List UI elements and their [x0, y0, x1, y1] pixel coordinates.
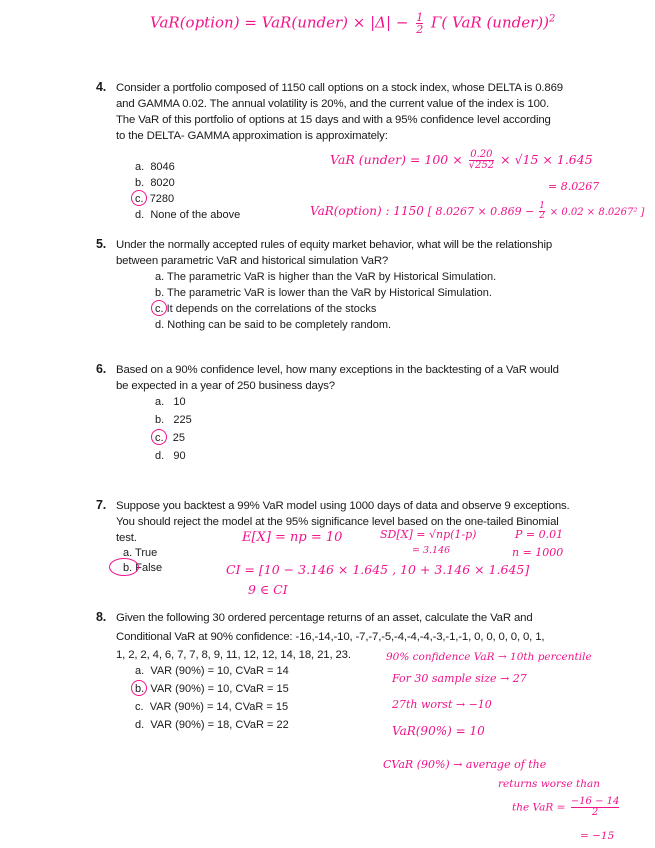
- question-text: Based on a 90% confidence level, how many exceptions in the backtesting of a VaR would: [116, 364, 559, 376]
- q8-note-line-8: = −15: [580, 830, 615, 842]
- answer-circle: [151, 429, 167, 445]
- option-b[interactable]: b. VAR (90%) = 10, CVaR = 15: [135, 683, 289, 695]
- formula-right: Γ( VaR (under)): [430, 13, 549, 32]
- q4-note-result: = 8.0267: [548, 180, 600, 193]
- answer-circle: [151, 300, 167, 316]
- question-text: 1, 2, 2, 4, 6, 7, 7, 8, 9, 11, 12, 12, 14, 18, 21, 23.: [116, 649, 351, 661]
- option-b[interactable]: b. The parametric VaR is lower than the VaR by Historical Simulation.: [155, 287, 492, 299]
- q8-note-line-7: the VaR = $\frac{-16 - 14}{2}$: [512, 796, 620, 818]
- q7-note-p: P = 0.01: [515, 528, 564, 541]
- option-a[interactable]: a. The parametric VaR is higher than the VaR by Historical Simulation.: [155, 271, 497, 283]
- question-number: 5.: [96, 237, 107, 251]
- option-d[interactable]: d. 90: [155, 450, 186, 462]
- option-c[interactable]: c. 7280: [135, 193, 175, 205]
- option-a[interactable]: a. VAR (90%) = 10, CVaR = 14: [135, 665, 289, 677]
- question-number: 7.: [96, 498, 107, 512]
- q8-note-line-6: returns worse than: [498, 778, 600, 790]
- answer-circle: [131, 680, 147, 696]
- option-b[interactable]: b. 225: [155, 414, 192, 426]
- question-text: and GAMMA 0.02. The annual volatility is 20%, and the current value of the index is 100.: [116, 98, 549, 110]
- question-text: Suppose you backtest a 99% VaR model using 1000 days of data and observe 9 exceptions.: [116, 500, 570, 512]
- question-text: You should reject the model at the 95% significance level based on the one-tailed Binomial: [116, 516, 559, 528]
- q4-note-var-under: VaR (under) = 100 × $\frac{0.20}{√252}$ × √15 × 1.645: [330, 149, 593, 171]
- q7-note-n: n = 1000: [512, 546, 564, 559]
- question-text: Given the following 30 ordered percentage returns of an asset, calculate the VaR and: [116, 612, 533, 624]
- option-c[interactable]: c. It depends on the correlations of the stocks: [155, 303, 377, 315]
- answer-circle: [109, 558, 139, 576]
- option-b[interactable]: b. 8020: [135, 177, 175, 189]
- option-c[interactable]: c. 25: [155, 432, 185, 444]
- q8-note-line-2: For 30 sample size → 27: [392, 672, 527, 685]
- q8-note-line-4: VaR(90%) = 10: [392, 724, 485, 738]
- question-text: The VaR of this portfolio of options at 15 days and with a 95% confidence level according: [116, 114, 551, 126]
- q4-note-var-option: VaR(option) : 1150 [ 8.0267 × 0.869 − $\frac{1}{2}$ × 0.02 × 8.0267² ]: [310, 201, 645, 221]
- handwritten-formula: [150, 12, 555, 35]
- q7-note-expectation: E[X] = np = 10: [242, 530, 343, 545]
- q7-note-ci: CI = [10 − 3.146 × 1.645 , 10 + 3.146 × 1.645]: [226, 562, 530, 577]
- option-d[interactable]: d. None of the above: [135, 209, 241, 221]
- q8-note-line-5: CVaR (90%) → average of the: [383, 758, 547, 771]
- question-text: Under the normally accepted rules of equity market behavior, what will be the relationship: [116, 239, 553, 251]
- formula-left: VaR(option) = VaR(under) × |Δ| −: [150, 13, 409, 32]
- q8-note-line-1: 90% confidence VaR → 10th percentile: [386, 651, 592, 663]
- question-text: be expected in a year of 250 business days?: [116, 380, 335, 392]
- answer-circle: [131, 190, 147, 206]
- formula-fraction: $\frac{1}{2}$: [416, 11, 424, 36]
- q7-note-member: 9 ∈ CI: [248, 582, 288, 597]
- option-b[interactable]: b. False: [123, 562, 163, 574]
- option-c[interactable]: c. VAR (90%) = 14, CVaR = 15: [135, 701, 289, 713]
- question-number: 8.: [96, 610, 107, 624]
- question-text: Conditional VaR at 90% confidence: -16,-14,-10, -7,-7,-5,-4,-4,-4,-3,-1,-1, 0, 0, 0, 0, 0, 1,: [116, 631, 545, 643]
- question-number: 4.: [96, 80, 107, 94]
- q7-note-sd-value: = 3.146: [412, 545, 451, 556]
- q7-note-sd: SD[X] = √np(1-p): [380, 528, 477, 541]
- q8-note-line-3: 27th worst → −10: [392, 698, 492, 711]
- option-a[interactable]: a. 10: [155, 396, 186, 408]
- question-text: between parametric VaR and historical simulation VaR?: [116, 255, 389, 267]
- option-d[interactable]: d. Nothing can be said to be completely random.: [155, 319, 392, 331]
- question-text: test.: [116, 532, 137, 544]
- formula-exponent: 2: [548, 13, 556, 25]
- option-a[interactable]: a. 8046: [135, 161, 175, 173]
- option-d[interactable]: d. VAR (90%) = 18, CVaR = 22: [135, 719, 289, 731]
- option-a[interactable]: a. True: [123, 547, 158, 559]
- question-number: 6.: [96, 362, 107, 376]
- question-text: Consider a portfolio composed of 1150 call options on a stock index, whose DELTA is 0.869: [116, 82, 563, 94]
- question-text: to the DELTA- GAMMA approximation is approximately:: [116, 130, 388, 142]
